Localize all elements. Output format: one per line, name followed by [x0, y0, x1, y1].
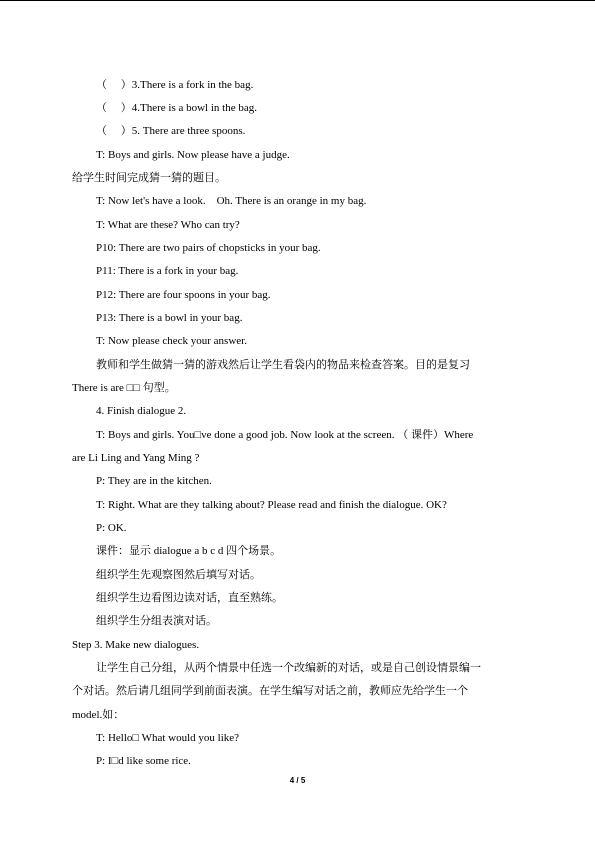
header-rule [0, 0, 595, 1]
dialogue-line: P: I□d like some rice. [96, 755, 191, 767]
instruction-line: 给学生时间完成猜一猜的题目。 [72, 172, 226, 184]
instruction-line: 组织学生分组表演对话。 [96, 615, 217, 627]
quiz-item-4: （ ）4.There is a bowl in the bag. [96, 102, 257, 114]
dialogue-line: P13: There is a bowl in your bag. [96, 312, 243, 324]
instruction-line: 课件：显示 dialogue a b c d 四个场景。 [96, 545, 282, 557]
dialogue-line: T: Now let's have a look. Oh. There is an orange in my bag. [96, 195, 367, 207]
dialogue-line: T: Boys and girls. Now please have a judge. [96, 149, 290, 161]
dialogue-line: P10: There are two pairs of chopsticks in your bag. [96, 242, 321, 254]
quiz-item-5: （ ）5. There are three spoons. [96, 125, 246, 137]
dialogue-line: T: Right. What are they talking about? Please read and finish the dialogue. OK? [96, 499, 447, 511]
dialogue-line: P11: There is a fork in your bag. [96, 265, 239, 277]
dialogue-line: P: OK. [96, 522, 127, 534]
instruction-line: model.如： [72, 709, 125, 721]
dialogue-line: T: What are these? Who can try? [96, 219, 240, 231]
instruction-line: 让学生自己分组，从两个情景中任选一个改编新的对话，或是自己创设情景编一 [96, 662, 481, 674]
page-number: 4 / 5 [289, 776, 306, 785]
dialogue-line: P: They are in the kitchen. [96, 475, 212, 487]
instruction-line: 个对话。然后请几组同学到前面表演。在学生编写对话之前，教师应先给学生一个 [72, 685, 468, 697]
instruction-line: There is are □□ 句型。 [72, 382, 176, 394]
quiz-item-3: （ ）3.There is a fork in the bag. [96, 79, 254, 91]
dialogue-line: T: Now please check your answer. [96, 335, 247, 347]
section-heading: 4. Finish dialogue 2. [96, 405, 187, 417]
dialogue-line: T: Hello□ What would you like? [96, 732, 240, 744]
dialogue-line: P12: There are four spoons in your bag. [96, 289, 271, 301]
instruction-line: 组织学生边看图边读对话，直至熟练。 [96, 592, 283, 604]
instruction-line: 教师和学生做猜一猜的游戏然后让学生看袋内的物品来检查答案。目的是复习 [96, 359, 470, 371]
step-heading: Step 3. Make new dialogues. [72, 639, 200, 651]
instruction-line: 组织学生先观察图然后填写对话。 [96, 569, 261, 581]
dialogue-line: T: Boys and girls. You□ve done a good job. Now look at the screen. （ 课件）Where [96, 429, 474, 441]
dialogue-line: are Li Ling and Yang Ming ? [72, 452, 200, 464]
